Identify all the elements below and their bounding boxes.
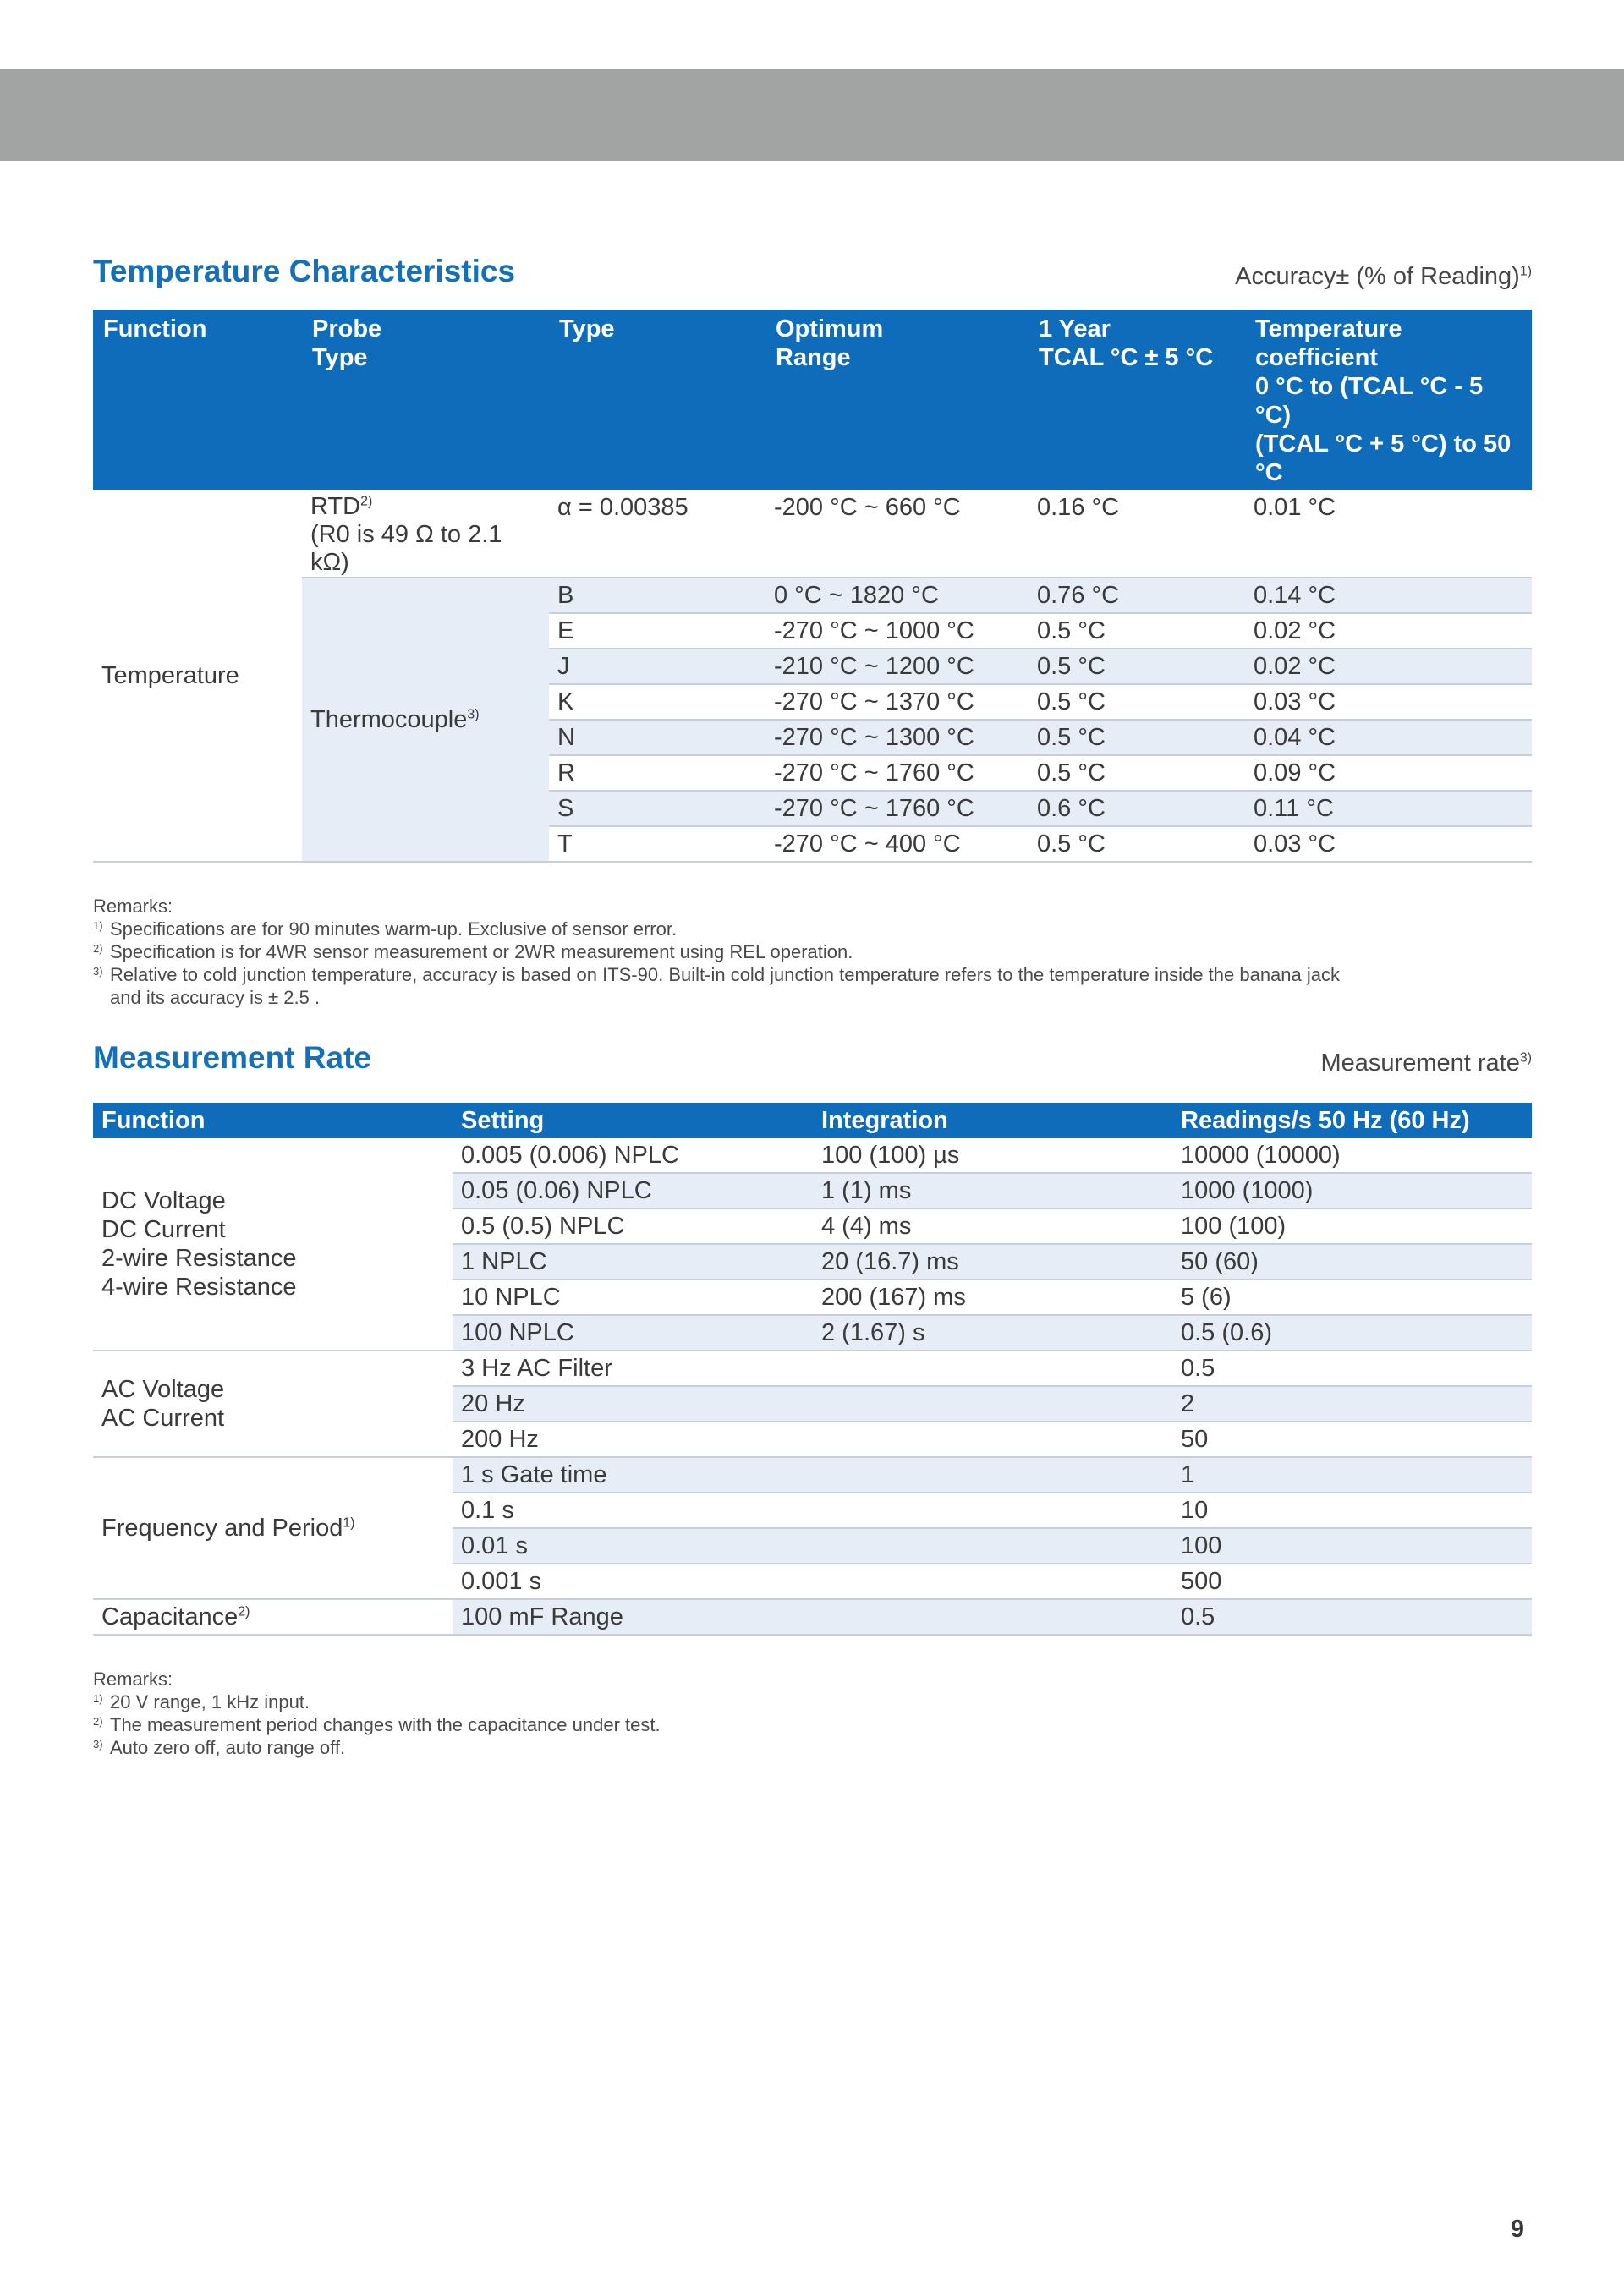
- cell-integration: [813, 1564, 1172, 1599]
- cell-coeff: 0.01 °C: [1245, 490, 1532, 578]
- cell-type: R: [549, 755, 765, 791]
- cell-readings: 10000 (10000): [1172, 1138, 1532, 1173]
- cell-one-year: 0.5 °C: [1029, 720, 1245, 755]
- cell-range: -270 °C ~ 1370 °C: [765, 684, 1029, 720]
- cell-one-year: 0.76 °C: [1029, 578, 1245, 613]
- remark-item: 3) Auto zero off, auto range off.: [93, 1737, 346, 1758]
- cell-one-year: 0.6 °C: [1029, 791, 1245, 826]
- probe-thermocouple: Thermocouple$^{3)}$: [302, 578, 549, 862]
- temperature-remarks: [93, 895, 1532, 1009]
- cell-range: -270 °C ~ 1300 °C: [765, 720, 1029, 755]
- remark-item: 2) Specification is for 4WR sensor measurement or 2WR measurement using REL operation.: [93, 941, 853, 962]
- cell-integration: [813, 1493, 1172, 1528]
- cell-integration: 1 (1) ms: [813, 1173, 1172, 1208]
- cell-coeff: 0.02 °C: [1245, 613, 1532, 649]
- page-number: 9: [1510, 2216, 1524, 2243]
- th-one-year: 1 Year TCAL °C ± 5 °C: [1029, 310, 1245, 490]
- cell-readings: 50 (60): [1172, 1244, 1532, 1280]
- remark-item: 3) Relative to cold junction temperature, accuracy is based on ITS-90. Built-in cold junction temperature refers to the temperature inside the banana jack: [93, 964, 1340, 985]
- cell-integration: [813, 1386, 1172, 1422]
- cell-readings: 1: [1172, 1457, 1532, 1493]
- cell-type: N: [549, 720, 765, 755]
- cell-readings: 50: [1172, 1422, 1532, 1457]
- cell-readings: 500: [1172, 1564, 1532, 1599]
- th-probe-type: Probe Type: [302, 310, 549, 490]
- cell-setting: 100 NPLC: [453, 1315, 813, 1351]
- cell-readings: 1000 (1000): [1172, 1173, 1532, 1208]
- table-row: [93, 490, 1532, 578]
- cell-one-year: 0.5 °C: [1029, 649, 1245, 684]
- cell-setting: 0.1 s: [453, 1493, 813, 1528]
- cell-range: -270 °C ~ 1760 °C: [765, 791, 1029, 826]
- th-setting: Setting: [453, 1103, 813, 1138]
- cell-readings: 0.5: [1172, 1599, 1532, 1635]
- remark-item: 1) Specifications are for 90 minutes warm-up. Exclusive of sensor error.: [93, 918, 678, 940]
- cell-integration: 20 (16.7) ms: [813, 1244, 1172, 1280]
- temperature-note: Accuracy± (% of Reading)$^{1)}$: [1235, 263, 1532, 290]
- function-temperature: Temperature: [93, 490, 302, 862]
- cell-range: -270 °C ~ 1760 °C: [765, 755, 1029, 791]
- rate-section: [93, 1032, 1532, 1759]
- th-optimum-range: Optimum Range: [765, 310, 1029, 490]
- cell-coeff: 0.14 °C: [1245, 578, 1532, 613]
- cell-readings: 5 (6): [1172, 1280, 1532, 1315]
- cell-integration: [813, 1351, 1172, 1386]
- cell-setting: 0.001 s: [453, 1564, 813, 1599]
- cell-readings: 2: [1172, 1386, 1532, 1422]
- th-integration: Integration: [813, 1103, 1172, 1138]
- cell-readings: 0.5: [1172, 1351, 1532, 1386]
- cell-integration: 200 (167) ms: [813, 1280, 1172, 1315]
- table-row: [93, 1599, 1532, 1635]
- temperature-header-row: [93, 310, 1532, 490]
- cell-coeff: 0.03 °C: [1245, 826, 1532, 862]
- rate-remarks: [93, 1668, 1532, 1759]
- cell-integration: [813, 1457, 1172, 1493]
- cell-type: J: [549, 649, 765, 684]
- cell-readings: 100 (100): [1172, 1208, 1532, 1244]
- probe-rtd: RTD$^{2)}$ (R0 is 49 Ω to 2.1 kΩ): [302, 490, 549, 578]
- rate-note: Measurement rate$^{3)}$: [1320, 1049, 1532, 1077]
- cell-setting: 0.5 (0.5) NPLC: [453, 1208, 813, 1244]
- remark-item: 1) 20 V range, 1 kHz input.: [93, 1691, 310, 1712]
- function-capacitance: Capacitance$^{2)}$: [93, 1599, 453, 1635]
- cell-setting: 100 mF Range: [453, 1599, 813, 1635]
- function-dc: DC Voltage DC Current 2-wire Resistance 4-wire Resistance: [93, 1138, 453, 1351]
- cell-setting: 10 NPLC: [453, 1280, 813, 1315]
- table-row: [93, 1138, 1532, 1173]
- remarks-title: Remarks:: [93, 1669, 173, 1690]
- cell-type: T: [549, 826, 765, 862]
- th-type: Type: [549, 310, 765, 490]
- cell-setting: 1 s Gate time: [453, 1457, 813, 1493]
- remarks-title: Remarks:: [93, 896, 173, 917]
- function-frequency: Frequency and Period$^{1)}$: [93, 1457, 453, 1599]
- function-ac: AC Voltage AC Current: [93, 1351, 453, 1457]
- cell-type: S: [549, 791, 765, 826]
- cell-readings: 0.5 (0.6): [1172, 1315, 1532, 1351]
- cell-integration: 100 (100) µs: [813, 1138, 1172, 1173]
- cell-setting: 0.005 (0.006) NPLC: [453, 1138, 813, 1173]
- table-row: [93, 1351, 1532, 1386]
- cell-one-year: 0.5 °C: [1029, 684, 1245, 720]
- rate-header-row: [93, 1103, 1532, 1138]
- cell-range: -210 °C ~ 1200 °C: [765, 649, 1029, 684]
- cell-integration: [813, 1422, 1172, 1457]
- cell-one-year: 0.5 °C: [1029, 613, 1245, 649]
- rate-table: [93, 1103, 1532, 1636]
- cell-setting: 200 Hz: [453, 1422, 813, 1457]
- cell-setting: 0.05 (0.06) NPLC: [453, 1173, 813, 1208]
- cell-one-year: 0.5 °C: [1029, 826, 1245, 862]
- cell-coeff: 0.03 °C: [1245, 684, 1532, 720]
- remark-item: and its accuracy is ± 2.5 .: [110, 987, 321, 1008]
- cell-type: K: [549, 684, 765, 720]
- th-readings: Readings/s 50 Hz (60 Hz): [1172, 1103, 1532, 1138]
- cell-setting: 1 NPLC: [453, 1244, 813, 1280]
- cell-setting: 3 Hz AC Filter: [453, 1351, 813, 1386]
- cell-readings: 100: [1172, 1528, 1532, 1564]
- cell-one-year: 0.16 °C: [1029, 490, 1245, 578]
- cell-integration: 2 (1.67) s: [813, 1315, 1172, 1351]
- cell-one-year: 0.5 °C: [1029, 755, 1245, 791]
- cell-coeff: 0.02 °C: [1245, 649, 1532, 684]
- th-function: Function: [93, 310, 302, 490]
- header-band: [0, 69, 1624, 161]
- rate-title: Measurement Rate: [93, 1040, 372, 1075]
- cell-coeff: 0.04 °C: [1245, 720, 1532, 755]
- temperature-table: [93, 310, 1532, 863]
- cell-integration: 4 (4) ms: [813, 1208, 1172, 1244]
- th-function: Function: [93, 1103, 453, 1138]
- temperature-header: [93, 245, 1532, 296]
- cell-type: E: [549, 613, 765, 649]
- cell-range: -270 °C ~ 1000 °C: [765, 613, 1029, 649]
- cell-setting: 0.01 s: [453, 1528, 813, 1564]
- cell-readings: 10: [1172, 1493, 1532, 1528]
- cell-range: -270 °C ~ 400 °C: [765, 826, 1029, 862]
- rate-header: [93, 1032, 1532, 1082]
- temperature-title: Temperature Characteristics: [93, 254, 516, 288]
- cell-setting: 20 Hz: [453, 1386, 813, 1422]
- table-row: [93, 1457, 1532, 1493]
- cell-range: 0 °C ~ 1820 °C: [765, 578, 1029, 613]
- cell-range: -200 °C ~ 660 °C: [765, 490, 1029, 578]
- cell-type: α = 0.00385: [549, 490, 765, 578]
- remark-item: 2) The measurement period changes with the capacitance under test.: [93, 1714, 661, 1735]
- temperature-section: [93, 245, 1532, 1009]
- cell-integration: [813, 1528, 1172, 1564]
- th-temp-coeff: Temperature coefficient 0 °C to (TCAL °C - 5 °C) (TCAL °C + 5 °C) to 50 °C: [1245, 310, 1532, 490]
- table-row: [93, 578, 1532, 613]
- cell-coeff: 0.09 °C: [1245, 755, 1532, 791]
- cell-coeff: 0.11 °C: [1245, 791, 1532, 826]
- cell-type: B: [549, 578, 765, 613]
- cell-integration: [813, 1599, 1172, 1635]
